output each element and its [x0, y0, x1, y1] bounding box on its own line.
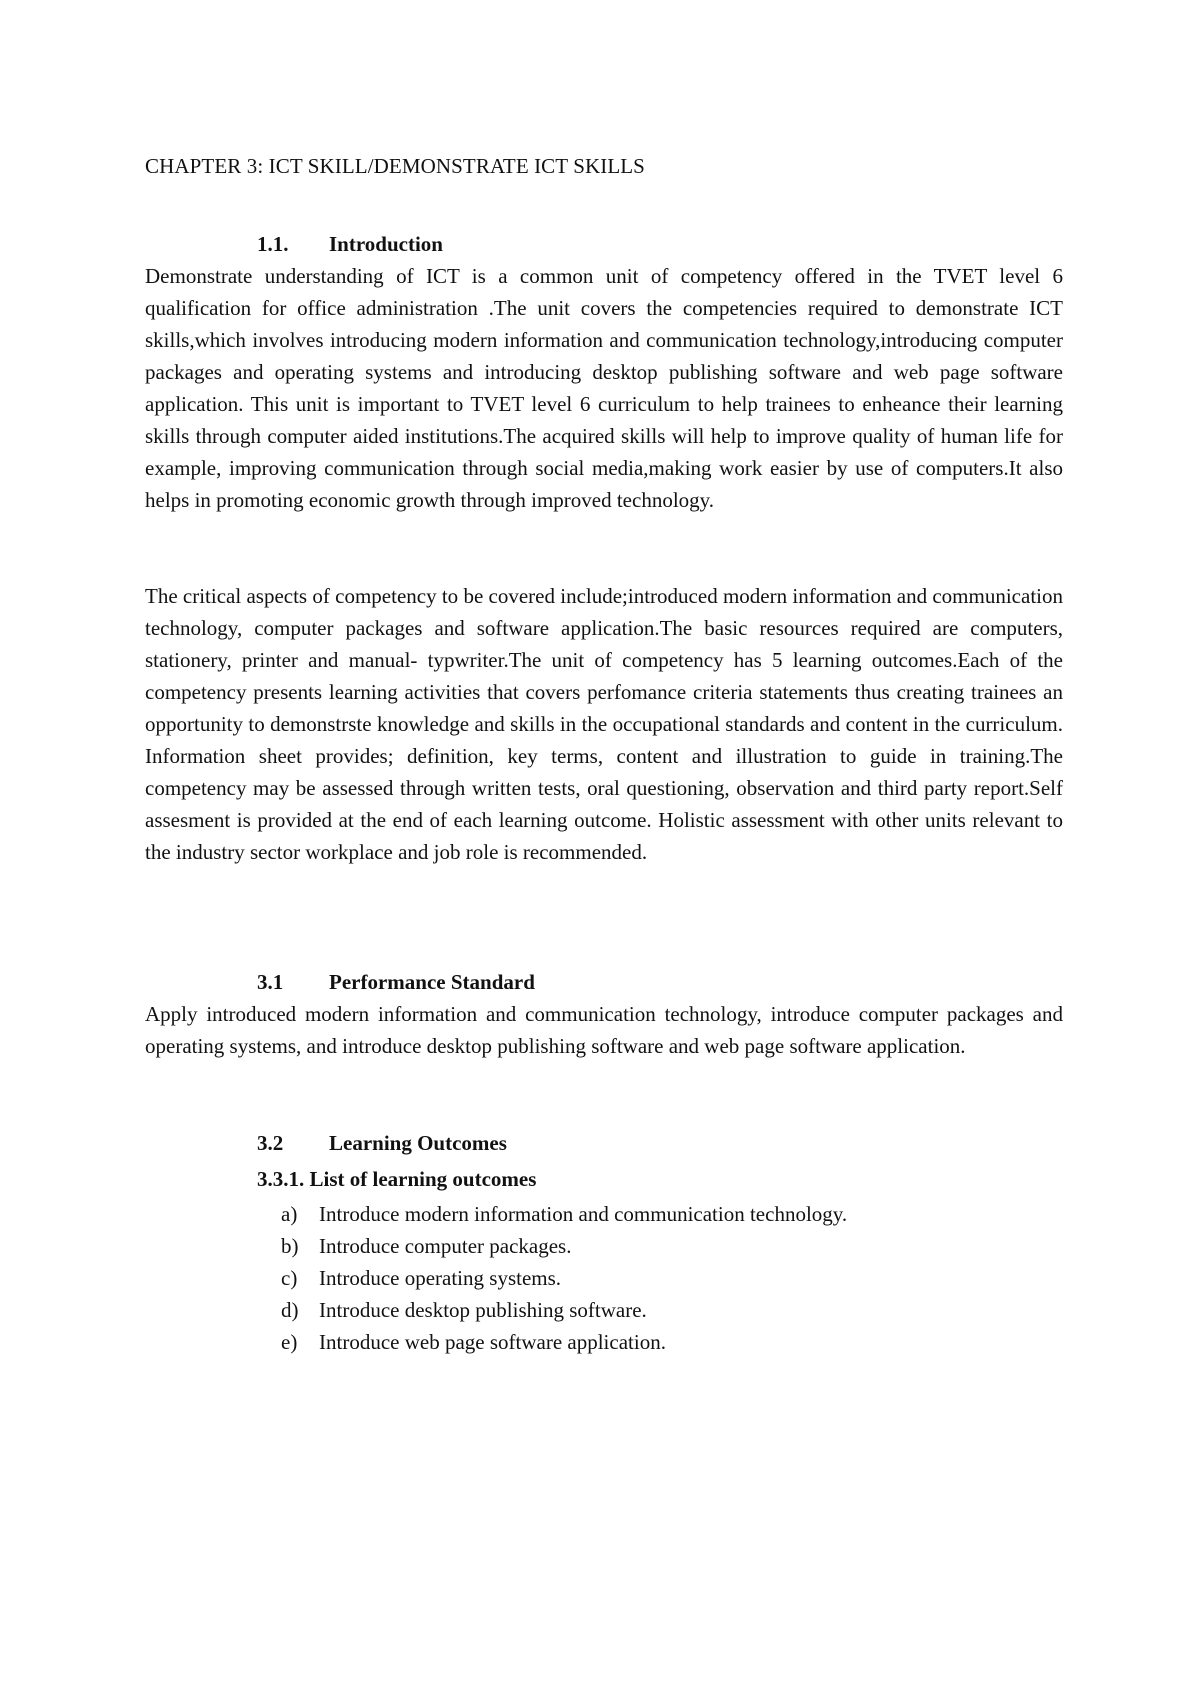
- learning-outcomes-title: Learning Outcomes: [329, 1131, 507, 1155]
- list-item-text: Introduce computer packages.: [319, 1234, 572, 1258]
- introduction-heading: [145, 228, 443, 260]
- introduction-paragraph-2: The critical aspects of competency to be covered include;introduced modern information and communication technology, computer packages and software application.The basic resources required are computers, stationery, printer and manual- typwriter.The unit of competency has 5 learning outcomes.Each of the competency presents learning activities that covers perfomance criteria statements thus creating trainees an opportunity to demonstrste knowledge and skills in the occupational standards and content in the curriculum. Information sheet provides; definition, key terms, content and illustration to guide in training.The competency may be assessed through written tests, oral questioning, observation and third party report.Self assesment is provided at the end of each learning outcome. Holistic assessment with other units relevant to the industry sector workplace and job role is recommended.: [145, 584, 1063, 864]
- list-item-text: Introduce web page software application.: [319, 1330, 666, 1354]
- list-item-text: Introduce modern information and communication technology.: [319, 1202, 848, 1226]
- learning-outcomes-heading: [145, 1127, 507, 1159]
- list-item-marker: a): [281, 1202, 298, 1226]
- list-item: [145, 1230, 847, 1262]
- list-item: [145, 1262, 847, 1294]
- performance-standard-title: Performance Standard: [329, 970, 535, 994]
- list-item-text: Introduce operating systems.: [319, 1266, 562, 1290]
- learning-outcomes-list: [145, 1198, 847, 1358]
- learning-outcomes-list-heading: 3.3.1. List of learning outcomes: [257, 1167, 537, 1191]
- performance-standard-paragraph: Apply introduced modern information and communication technology, introduce computer packages and operating systems, and introduce desktop publishing software and web page software application.: [145, 1002, 1063, 1058]
- chapter-title: CHAPTER 3: ICT SKILL/DEMONSTRATE ICT SKILLS: [145, 154, 645, 178]
- list-item: [145, 1198, 847, 1230]
- performance-standard-heading: [145, 966, 535, 998]
- list-item-marker: e): [281, 1330, 298, 1354]
- list-item: [145, 1294, 847, 1326]
- introduction-title: Introduction: [329, 232, 443, 256]
- list-item-marker: b): [281, 1234, 299, 1258]
- learning-outcomes-number: 3.2: [257, 1131, 284, 1155]
- introduction-paragraph-1: Demonstrate understanding of ICT is a common unit of competency offered in the TVET level 6 qualification for office administration .The unit covers the competencies required to demonstrate ICT skills,which involves introducing modern information and communication technology,introducing computer packages and operating systems and introducing desktop publishing software and web page software application. This unit is important to TVET level 6 curriculum to help trainees to enheance their learning skills through computer aided institutions.The acquired skills will help to improve quality of human life for example, improving communication through social media,making work easier by use of computers.It also helps in promoting economic growth through improved technology.: [145, 264, 1063, 512]
- list-item-marker: d): [281, 1298, 299, 1322]
- performance-standard-number: 3.1: [257, 970, 284, 994]
- introduction-number: 1.1.: [257, 232, 289, 256]
- document-page: [145, 0, 1063, 1696]
- list-item: [145, 1326, 847, 1358]
- list-item-text: Introduce desktop publishing software.: [319, 1298, 647, 1322]
- list-item-marker: c): [281, 1266, 298, 1290]
